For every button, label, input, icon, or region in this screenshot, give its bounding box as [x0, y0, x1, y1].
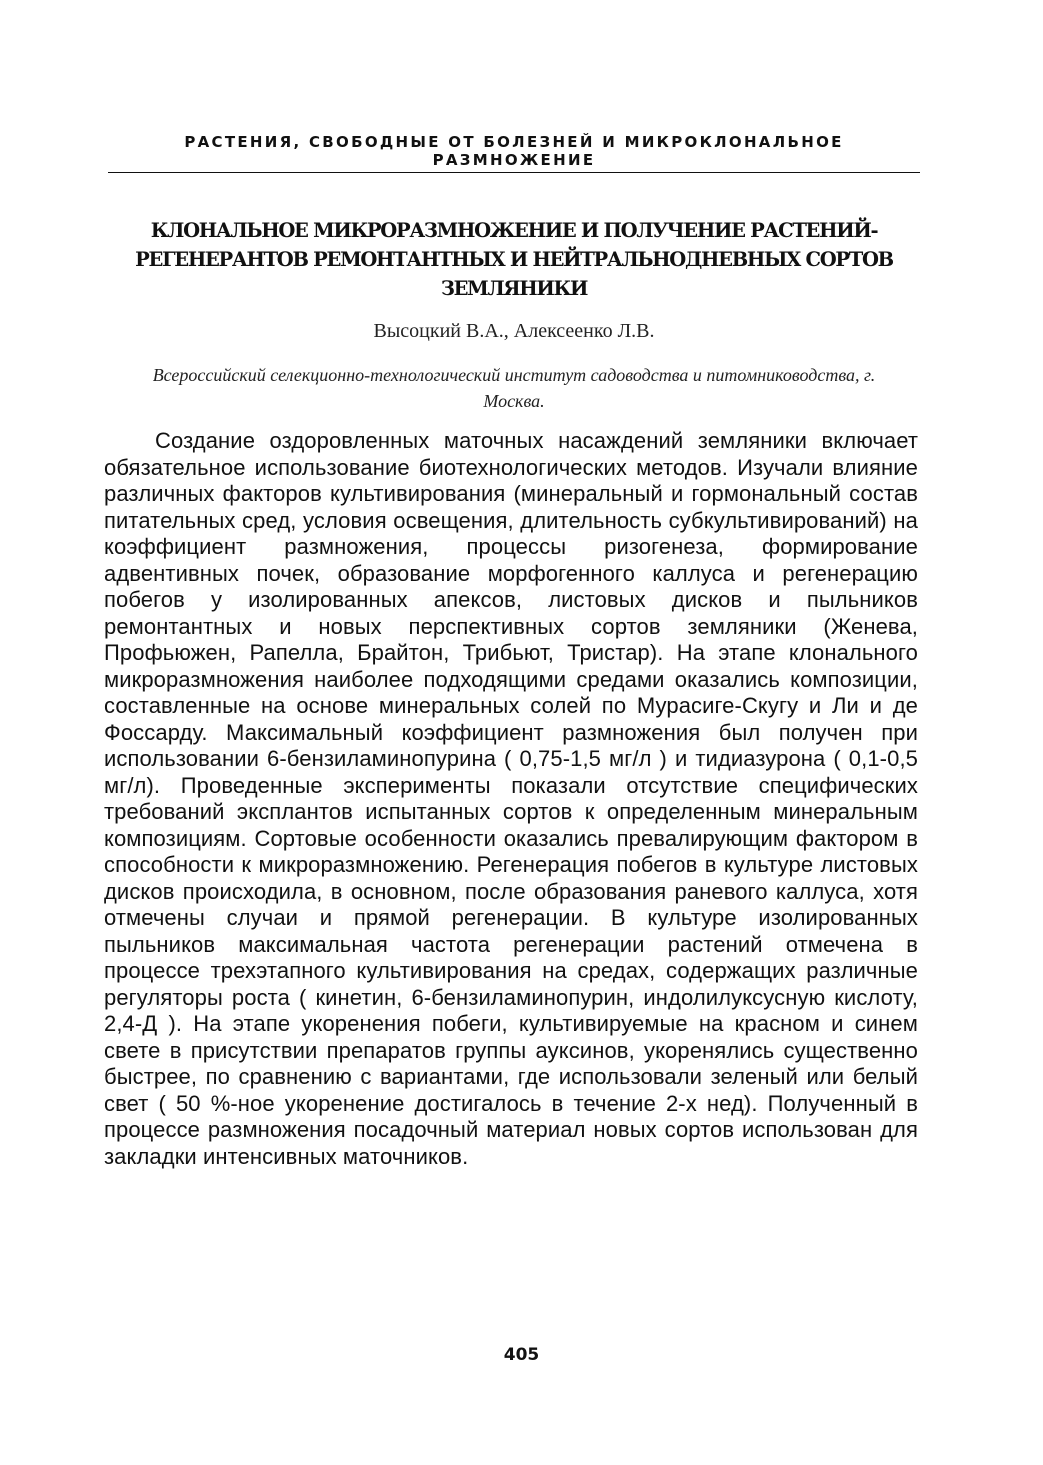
author-affiliation: Всероссийский селекционно-технологический институт садоводства и питомниководства, г. Москва. — [152, 365, 876, 411]
header-divider — [108, 172, 920, 173]
running-header: РАСТЕНИЯ, СВОБОДНЫЕ ОТ БОЛЕЗНЕЙ И МИКРОКЛОНАЛЬНОЕ РАЗМНОЖЕНИЕ — [184, 133, 844, 169]
page-number: 405 — [503, 1345, 540, 1365]
article-authors: Высоцкий В.А., Алексеенко Л.В. — [373, 320, 655, 342]
article-title: КЛОНАЛЬНОЕ МИКРОРАЗМНОЖЕНИЕ И ПОЛУЧЕНИЕ РАСТЕНИЙ-РЕГЕНЕРАНТОВ РЕМОНТАНТНЫХ И НЕЙТРАЛЬНОДНЕВНЫХ СОРТОВ ЗЕМЛЯНИКИ — [135, 219, 893, 300]
abstract-body: Создание оздоровленных маточных насаждений земляники включает обязательное использование биотехнологических методов. Изучали влияние различных факторов культивирования (минеральный и гормональный состав питательных сред, условия освещения, длительность субкультивирований) на коэффициент размножения, процессы ризогенеза, формирование адвентивных почек, образование морфогенного каллуса и регенерацию побегов у изолированных апексов, листовых дисков и пыльников ремонтантных и новых перспективных сортов земляники (Женева, Профьюжен, Рапелла, Брайтон, Трибьют, Тристар). На этапе клонального микроразмножения наиболее подходящими средами оказались композиции, составленные на основе минеральных солей по Мурасиге-Скугу и Ли и де Фоссарду. Максимальный коэффициент размножения был получен при использовании 6-бензиламинопурина ( 0,75-1,5 мг/л ) и тидиазурона ( 0,1-0,5 мг/л). Проведенные эксперименты показали отсутствие специфических требований эксплантов испытанных сортов к определенным минеральным композициям. Сортовые особенности оказались превалирующим фактором в способности к микроразмножению. Регенерация побегов в культуре листовых дисков происходила, в основном, после образования раневого каллуса, хотя отмечены случаи и прямой регенерации. В культуре изолированных пыльников максимальная частота регенерации растений отмечена в процессе трехэтапного культивирования на средах, содержащих различные регуляторы роста ( кинетин, 6-бензиламинопурин, индолилуксусную кислоту, 2,4-Д ). На этапе укоренения побеги, культивируемые на красном и синем свете в присутствии препаратов группы ауксинов, укоренялись существенно быстрее, по сравнению с вариантами, где использовали зеленый или белый свет ( 50 %-ное укоренение достигалось в течение 2-х нед). Полученный в процессе размножения посадочный материал новых сортов использован для закладки интенсивных маточников. — [104, 428, 918, 1169]
